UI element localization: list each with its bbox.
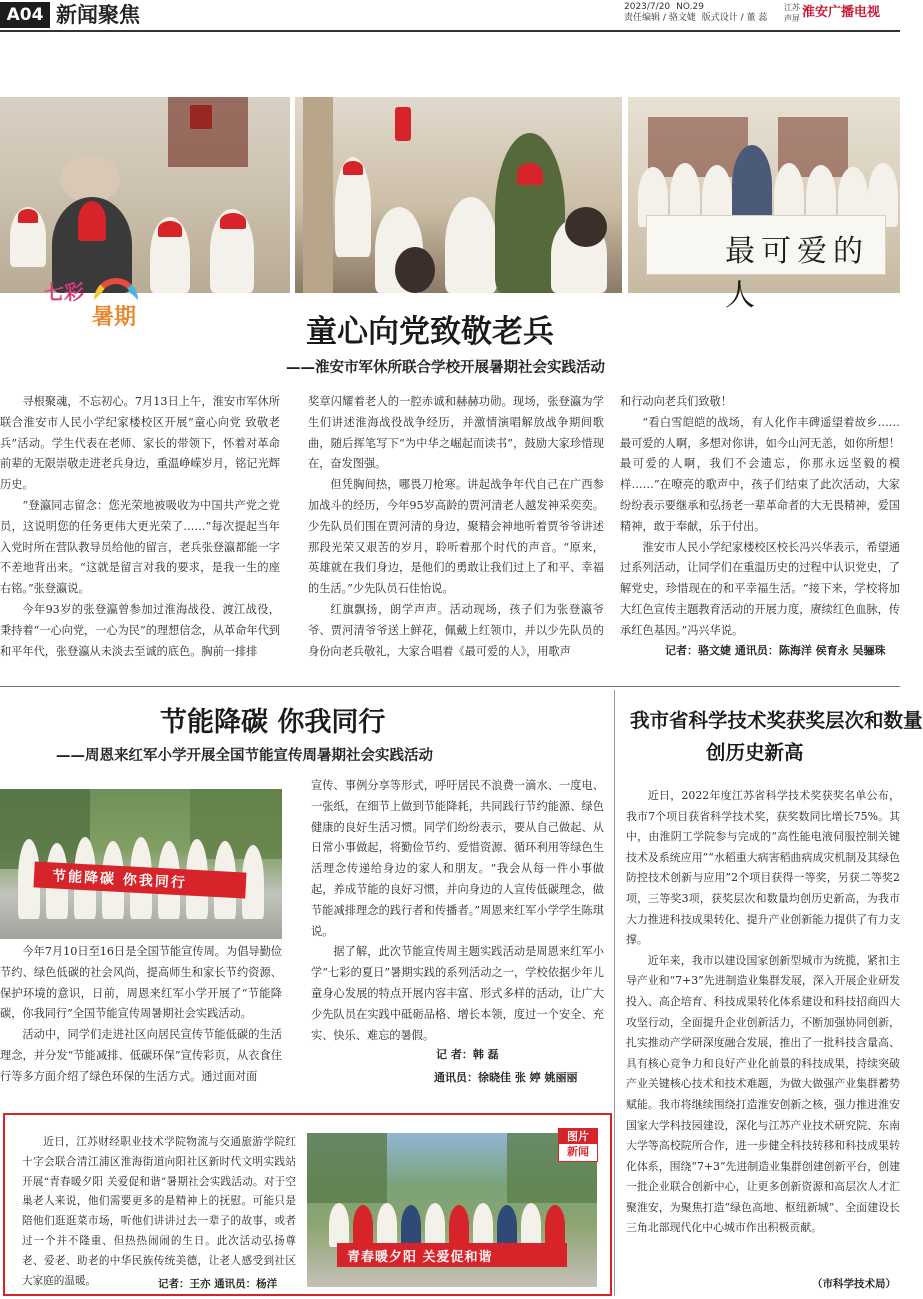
story2-headline: 节能降碳 你我同行 <box>160 707 386 738</box>
photo-calligraphy-banner <box>628 97 900 313</box>
story2-column-1 <box>0 942 282 1088</box>
story2-byline-correspondent: 通讯员：徐晓佳 张 婷 姚丽丽 <box>434 1071 578 1084</box>
column-divider <box>614 690 615 1296</box>
story1-col3-para: “看白雪皑皑的战场，有人化作丰碑遥望着故乡……最可爱的人啊，多想对你讲，如今山河无恙，如你所想！最可爱的人啊，我们不会遗忘，你那永远坚毅的模样……”在嘹亮的歌声中，孩子们结束了此次活动，大家纷纷表示要继承和弘扬老一辈革命者的大无畏精神，爱国精神，敢于奉献，乐于付出。 <box>620 415 900 533</box>
story3-source: （市科学技术局） <box>812 1278 896 1290</box>
story1-column-2 <box>308 392 604 662</box>
section-divider <box>0 686 900 687</box>
photo-banner-community <box>337 1243 567 1267</box>
section-title: 新闻聚焦 <box>56 3 140 27</box>
story1-col3-para: 和行动向老兵们致敬！ <box>620 395 732 408</box>
photo-community-group <box>307 1133 597 1287</box>
story2-col1-para: 今年7月10日至16日是全国节能宣传周。为倡导勤俭节约、绿色低碳的社会风尚，提高师生和家长节约资源、保护环境的意识，日前，周恩来红军小学开展了“节能降碳，你我同行”全国节能宣传周暑期社会实践活动。 <box>0 945 282 1021</box>
calligraphy-text: 最可爱的人 <box>725 234 869 313</box>
story3-para: 近年来，我市以建设国家创新型城市为统揽，紧扣主导产业和“7+3”先进制造业集群发展，深入开展企业研发投入、高企培育、科技成果转化体系建设和科技招商四大攻坚行动，全面提升企业创新活力，不断加强协同创新，扎实推动产学研深度融合发展，推出了一批科技含量高、具有核心竞争力和良好产业化前景的科技成果，持续突破产业关键核心技术和技术难题，为做大做强产业集群蓄势赋能。我市将继续围绕打造淮安创新之核，强力推进淮安国家大学科技园建设，深化与江苏产业技术研究院、东南大学等高校院所合作，进一步健全科技转移和科技成果转化体系，围绕“7+3”先进制造业集群创建创新平台，创建一批企业联合创新中心，让更多创新资源和高层次人才汇聚淮安，为聚焦打造“绿色高地、枢纽新城”、全面建设长三角北部现代化中心城市作出积极贡献。 <box>626 953 900 1235</box>
rainbow-summer-badge <box>40 270 160 340</box>
story1-col2-para: 但凭胸间热，哪畏刀枪寒。讲起战争年代自己在广西参加战斗的经历，今年95岁高龄的贾河清老人越发神采奕奕。少先队员们围在贾河清的身边，聚精会神地听着贾爷爷讲述那段光荣又艰苦的岁月，聆听着那个时代的声音。“原来，英雄就在我们身边，是他们的勇敢让我们过上了和平、幸福的生活。”少先队员石佳怡说。 <box>308 478 604 596</box>
badge-text-shuqi: 暑期 <box>92 305 137 330</box>
rainbow-icon <box>94 278 138 300</box>
masthead <box>0 0 900 32</box>
photo-energy-saving-students <box>0 789 282 939</box>
badge-text-qicai: 七彩 <box>44 280 84 304</box>
photo-news-tag <box>558 1128 598 1162</box>
story3-headline-line2: 创历史新高 <box>706 741 804 764</box>
story1-col1-para: 今年93岁的张登瀛曾参加过淮海战役、渡江战役，秉持着“一心向党，一心为民”的理想信念，从革命年代到和平年代，张登瀛从未淡去至诚的底色。胸前一排排 <box>0 602 280 658</box>
story1-col3-para: 淮安市人民小学纪家楼校区校长冯兴华表示，希望通过系列活动，让同学们在重温历史的过程中认识党史，了解党史，珍惜现在的和平幸福生活。“接下来，学校将加大红色宣传主题教育活动的开展力度，赓续红色血脉，传承红色基因。”冯兴华说。 <box>620 540 900 637</box>
story4-para: 近日，江苏财经职业技术学院物流与交通旅游学院红十字会联合清江浦区淮海街道向阳社区新时代文明实践站开展“青春暖夕阳 关爱促和谐”暑期社会实践活动。对于空巢老人来说，他们需要更多的是精神上的抚慰。可能只是陪他们逛逛菜市场，听他们讲讲过去一辈子的故事，或者过一个并不隆重、但热热闹闹的生日。此次活动弘扬尊老、爱老、助老的中华民族传统美德，让老人感受到社区大家庭的温暖。 <box>22 1136 296 1287</box>
story1-column-1 <box>0 392 280 662</box>
photo-veteran-with-students <box>0 97 290 293</box>
paper-label: 江苏 声屏 <box>784 3 800 23</box>
photo-banner-community-text: 青春暖夕阳 关爱促和谐 <box>347 1250 493 1265</box>
tag-line-1: 图片 <box>559 1129 597 1144</box>
story2-subhead: ——周恩来红军小学开展全国节能宣传周暑期社会实践活动 <box>56 748 433 764</box>
story2-col2-para: 宣传、事例分享等形式，呼吁居民不浪费一滴水、一度电、一张纸，在细节上做到节能降耗，共同践行节约能源、绿色健康的良好生活习惯。同学们纷纷表示，要从自己做起、从日常小事做起，将勤俭节约、爱惜资源、循环利用等绿色生活理念传递给身边的家人和朋友。“我会从每一件小事做起，养成节能的良好习惯，并向身边的人宣传低碳理念，做节能减排理念的践行者和传播者。”周恩来红军小学学生陈琪说。 <box>311 779 604 938</box>
story3-para: 近日，2022年度江苏省科学技术奖获奖名单公布，我市7个项目获省科学技术奖，获奖数同比增长75%。其中，由淮阴工学院参与完成的“高性能电液伺服控制关键技术及系统应用”“水稻重大病害稻曲病成灾机制及其绿色防控技术创新与应用”2个项目获得一等奖，另获二等奖2项，三等奖3项，获奖层次和数量均创历史新高，为我市大力推进科技成果转化、提升产业创新能力提供了有力支撑。 <box>626 789 900 947</box>
calligraphy-scroll <box>646 215 886 313</box>
story2-column-2 <box>311 776 604 1046</box>
tag-line-2: 新闻 <box>567 1145 589 1158</box>
story1-col1-para: 寻根聚魂，不忘初心。7月13日上午，淮安市军休所联合淮安市人民小学纪家楼校区开展“童心向党 致敬老兵”活动。学生代表在老师、家长的带领下，怀着对革命前辈的无限崇敬走进老兵身边，重温峥嵘岁月，铭记光辉历史。 <box>0 395 280 492</box>
story1-col2-para: 奖章闪耀着老人的一腔赤诚和赫赫功勋。现场，张登瀛为学生们讲述淮海战役战争经历，并激情演唱解放战争期间歌曲，随后挥笔写下“为中华之崛起而读书”，鼓励大家珍惜现在，奋发图强。 <box>308 395 604 471</box>
editor-credit: 责任编辑 / 骆文婕 <box>624 13 696 23</box>
story3-headline: 我市省科学技术奖获奖层次和数量 <box>630 709 923 732</box>
story4-byline: 记者：王亦 通讯员：杨洋 <box>158 1278 278 1290</box>
story1-headline: 童心向党致敬老兵 <box>306 314 554 350</box>
story2-byline-reporter: 记 者：韩 磊 <box>436 1048 499 1061</box>
story1-subhead: ——淮安市军休所联合学校开展暑期社会实践活动 <box>286 360 605 376</box>
photo-students-saluting <box>295 97 622 293</box>
issue-meta <box>624 2 773 24</box>
issue-number: NO.29 <box>676 2 704 12</box>
story1-column-3 <box>620 392 900 642</box>
story1-col2-para: 红旗飘扬，朗学声声。活动现场，孩子们为张登瀛爷爷、贾河清爷爷送上鲜花，佩戴上红领巾，并以少先队员的身份向老兵敬礼，大家合唱着《最可爱的人》，用歌声 <box>308 602 604 658</box>
story1-col1-para: “登瀛同志留念：您光荣地被吸收为中国共产党之党员，这说明您的任务更伟大更光荣了……”每次提起当年入党时所在营队教导员给他的留言，老兵张登瀛都能一字不差地背出来。“这就是留言对我的要求，是我一生的座右铭。”张登瀛说。 <box>0 498 280 596</box>
photo-banner-text: 节能降碳 你我同行 <box>51 868 188 892</box>
story2-col2-para: 据了解，此次节能宣传周主题实践活动是周恩来红军小学“七彩的夏日”暑期实践的系列活动之一，学校依据少年儿童身心发展的特点开展内容丰富、形式多样的活动，让广大少先队员在实践中砥砺品格、增长本领，度过一个安全、充实、快乐、难忘的暑假。 <box>311 945 604 1042</box>
story4-body <box>22 1133 296 1291</box>
page-number: A04 <box>0 2 50 28</box>
issue-date: 2023/7/20 <box>624 2 671 12</box>
story1-byline: 记者：骆文婕 通讯员：陈海洋 侯育永 吴骊珠 <box>665 644 886 657</box>
designer-credit: 版式设计 / 董 蕊 <box>701 13 768 23</box>
story2-col1-para: 活动中，同学们走进社区向居民宣传节能低碳的生活理念，并分发“节能减排、低碳环保”宣传彩页，从衣食住行等多方面介绍了绿色环保的生活方式。通过面对面 <box>0 1028 282 1083</box>
brand-logo: 淮安广播电视 <box>802 5 881 20</box>
story3-body <box>626 786 900 1239</box>
